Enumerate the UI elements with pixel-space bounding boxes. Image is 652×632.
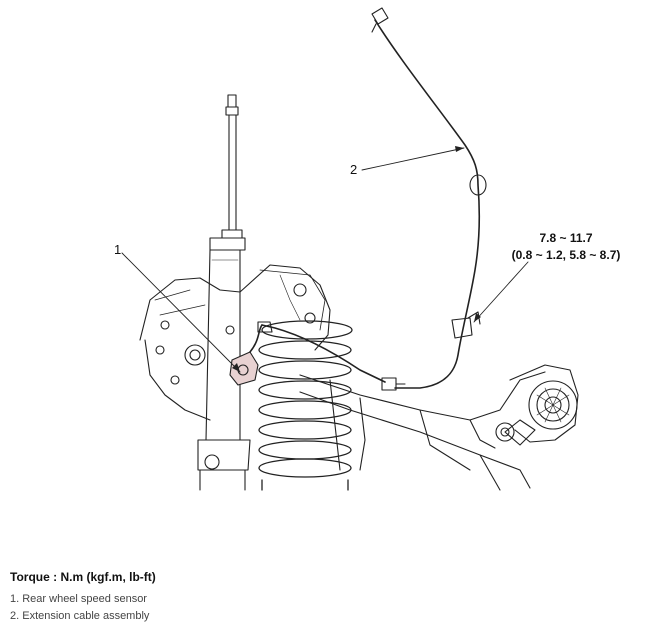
axle-beam xyxy=(300,372,545,490)
shock-absorber xyxy=(198,95,250,490)
callout-2: 2 xyxy=(350,162,358,177)
callout-1: 1 xyxy=(114,242,122,257)
brake-knuckle xyxy=(140,265,330,420)
sensor-harness xyxy=(258,322,385,382)
bushing xyxy=(510,365,578,442)
extension-cable xyxy=(372,8,486,390)
wheel-speed-sensor xyxy=(230,325,262,385)
torque-spec xyxy=(486,230,646,264)
torque-value: 7.8 ~ 11.7 xyxy=(539,231,593,245)
torque-conversions: (0.8 ~ 1.2, 5.8 ~ 8.7) xyxy=(511,248,621,262)
legend-title: Torque : N.m (kgf.m, lb-ft) xyxy=(10,570,156,584)
legend-item: 2. Extension cable assembly xyxy=(10,610,150,622)
legend-item: 1. Rear wheel speed sensor xyxy=(10,593,147,605)
leader-arrows xyxy=(232,146,481,372)
